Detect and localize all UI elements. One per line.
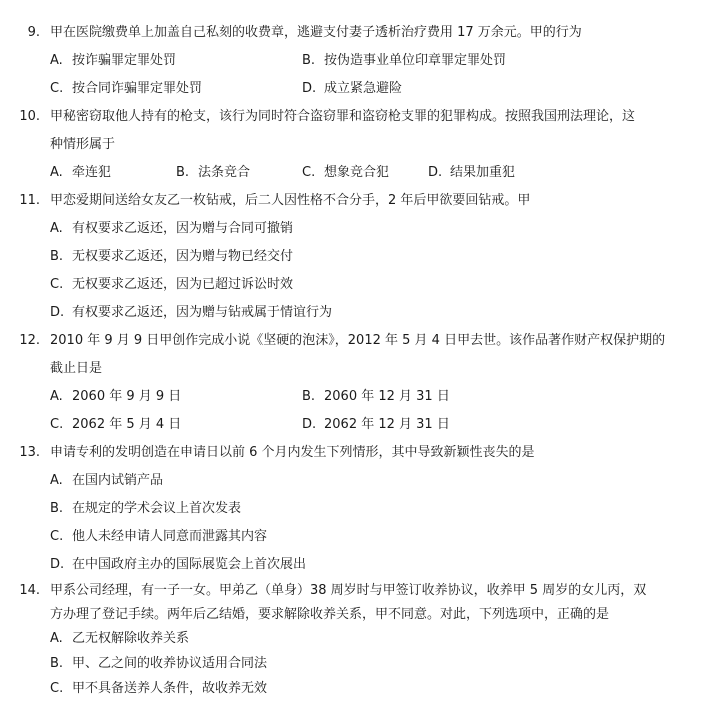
question-stem: 2010 年 9 月 9 日甲创作完成小说《坚硬的泡沫》，2012 年 5 月 4 日甲去世。该作品著作财产权保护期的 (50, 333, 666, 348)
option-b: B. 2060 年 12 月 31 日 (302, 389, 450, 404)
question-stem: 甲恋爱期间送给女友乙一枚钻戒，后二人因性格不合分手，2 年后甲欲要回钻戒。甲 (50, 193, 531, 208)
option-c: C. 按合同诈骗罪定罪处罚 (50, 81, 203, 96)
option-a: A. 按诈骗罪定罪处罚 (50, 53, 177, 68)
option-b: B. 无权要求乙返还，因为赠与物已经交付 (50, 249, 294, 264)
question-stem-continued: 方办理了登记手续。两年后乙结婚，要求解除收养关系，甲不同意。对此，下列选项中，正确的是 (50, 607, 610, 622)
question-stem: 申请专利的发明创造在申请日以前 6 个月内发生下列情形，其中导致新颖性丧失的是 (50, 445, 535, 460)
option-c: C. 他人未经申请人同意而泄露其内容 (50, 529, 268, 544)
question-number: 10. (19, 109, 40, 124)
option-b: B. 在规定的学术会议上首次发表 (50, 501, 242, 516)
question-number: 9. (27, 25, 40, 40)
option-b: B. 甲、乙之间的收养协议适用合同法 (50, 656, 268, 671)
question-stem-continued: 种情形属于 (50, 137, 116, 152)
option-a: A. 2060 年 9 月 9 日 (50, 389, 182, 404)
question-number: 11. (19, 193, 40, 208)
question-stem: 甲系公司经理，有一子一女。甲弟乙（单身）38 周岁时与甲签订收养协议，收养甲 5 周岁的女儿丙，双 (50, 583, 647, 598)
option-b: B. 按伪造事业单位印章罪定罪处罚 (302, 53, 507, 68)
option-a: A. 在国内试销产品 (50, 473, 164, 488)
option-c: C. 想象竞合犯 (302, 165, 390, 180)
option-d: D. 成立紧急避险 (302, 81, 403, 96)
option-d: D. 在中国政府主办的国际展览会上首次展出 (50, 557, 307, 572)
option-c: C. 甲不具备送养人条件，故收养无效 (50, 681, 268, 696)
option-b: B. 法条竞合 (176, 165, 251, 180)
question-number: 13. (19, 445, 40, 460)
option-d: D. 有权要求乙返还，因为赠与钻戒属于情谊行为 (50, 305, 333, 320)
question-stem-continued: 截止日是 (50, 361, 103, 376)
option-d: D. 2062 年 12 月 31 日 (302, 417, 450, 432)
option-a: A. 牵连犯 (50, 165, 112, 180)
question-stem: 甲秘密窃取他人持有的枪支，该行为同时符合盗窃罪和盗窃枪支罪的犯罪构成。按照我国刑法理论，这 (50, 109, 636, 124)
option-c: C. 无权要求乙返还，因为已超过诉讼时效 (50, 277, 294, 292)
option-c: C. 2062 年 5 月 4 日 (50, 417, 182, 432)
question-number: 14. (19, 583, 40, 598)
question-stem: 甲在医院缴费单上加盖自己私刻的收费章，逃避支付妻子透析治疗费用 17 万余元。甲的行为 (50, 25, 582, 40)
option-d: D. 结果加重犯 (428, 165, 516, 180)
question-number: 12. (19, 333, 40, 348)
option-a: A. 乙无权解除收养关系 (50, 631, 190, 646)
option-a: A. 有权要求乙返还，因为赠与合同可撤销 (50, 221, 294, 236)
